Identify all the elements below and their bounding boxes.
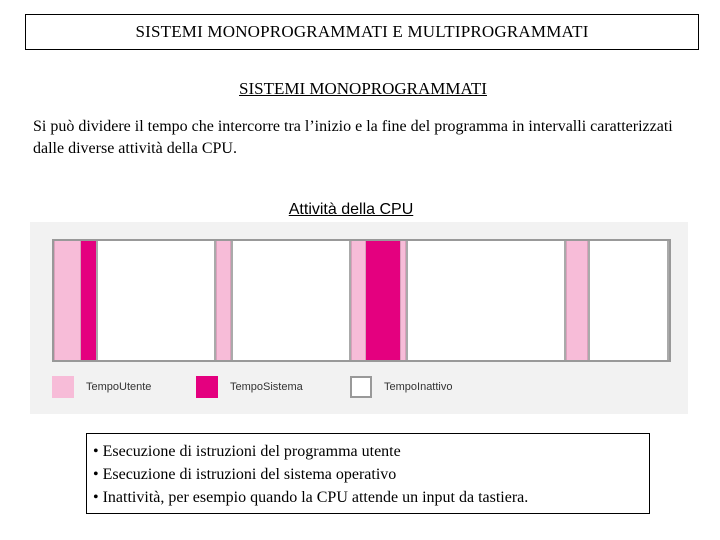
slide-title-box [25,14,699,50]
legend-label-system: TempoSistema [230,381,303,393]
intro-paragraph: Si può dividere il tempo che intercorre tra l’inizio e la fine del programma in intervalli caratterizzati dalle diverse attività della CPU. [33,118,673,157]
cpu-timeline [52,239,671,362]
legend-item-system [196,376,303,398]
description-line-system: • Esecuzione di istruzioni del sistema operativo [93,466,397,483]
legend-item-user [52,376,151,398]
section-subtitle: SISTEMI MONOPROGRAMMATI [239,79,487,98]
legend-label-idle: TempoInattivo [384,381,453,393]
slide-title: SISTEMI MONOPROGRAMMATI E MULTIPROGRAMMATI [135,22,589,41]
segment-user-3 [351,241,366,360]
user-time-swatch [52,376,74,398]
segment-idle-2 [231,241,351,360]
description-box [86,433,650,514]
segment-user-2 [216,241,231,360]
segment-idle-1 [96,241,216,360]
description-line-idle: • Inattività, per esempio quando la CPU attende un input da tastiera. [93,489,529,506]
figure-title: Attività della CPU [288,201,414,218]
segment-idle-3 [406,241,566,360]
system-time-swatch [196,376,218,398]
legend-label-user: TempoUtente [86,381,152,393]
segment-idle-4 [588,241,669,360]
description-line-user: • Esecuzione di istruzioni del programma utente [93,443,401,460]
segment-system-1 [81,241,96,360]
segment-system-2 [366,241,400,360]
legend-item-idle [350,376,452,398]
segment-user-1 [54,241,81,360]
segment-user-5 [566,241,588,360]
cpu-activity-figure [30,222,688,414]
idle-time-swatch [350,376,372,398]
figure-legend [50,376,670,406]
